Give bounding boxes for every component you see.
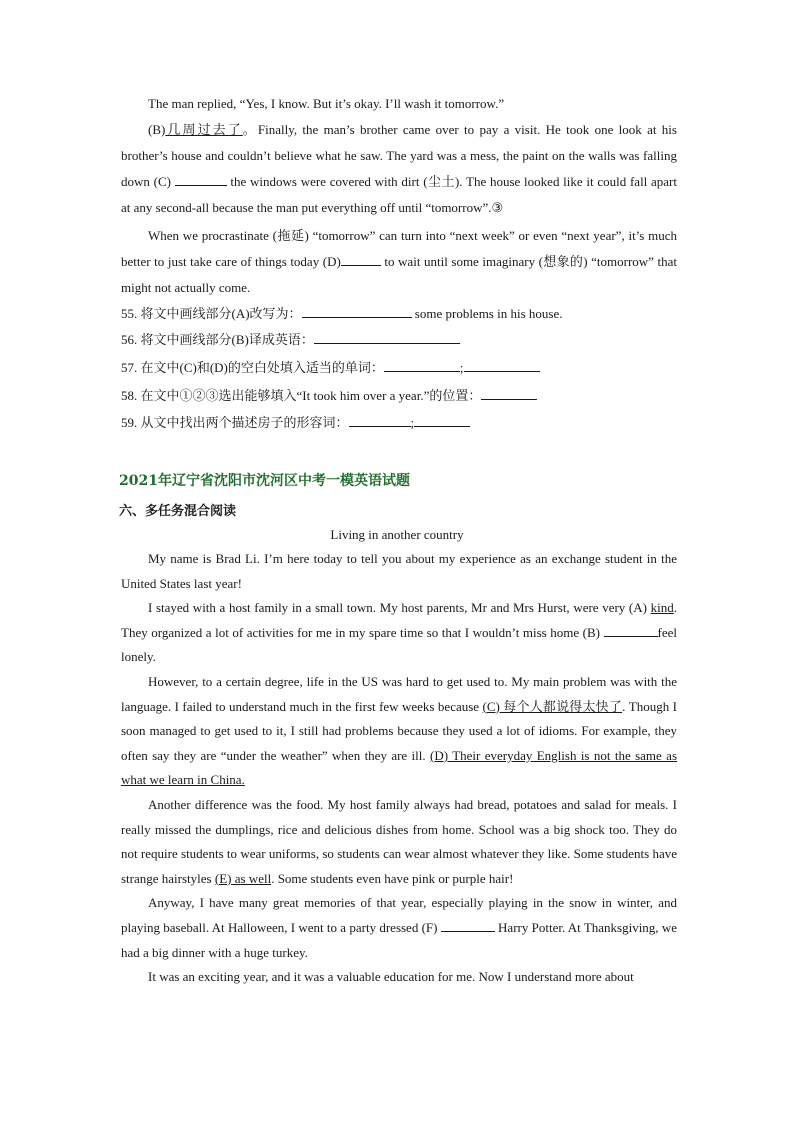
separator: ; — [410, 415, 415, 430]
article-paragraph-4 — [121, 793, 677, 891]
question-text: 从文中找出两个描述房子的形容词： — [140, 415, 349, 430]
passage-paragraph-1 — [121, 91, 677, 117]
question-number: 56. — [121, 332, 138, 347]
question-number: 58. — [121, 388, 138, 403]
paragraph-text: It was an exciting year, and it was a valuable education for me. Now I understand more about — [148, 969, 634, 985]
question-text-after: some problems in his house. — [411, 306, 563, 321]
paragraph-text: . Though I soon managed to get used to it, I still had problems because they used a lot of idioms. For example, they often say they are “under the weather” when they are ill. — [121, 698, 677, 763]
question-text: 将文中画线部分(A)改写为： — [140, 306, 302, 321]
paragraph-text: the windows were covered with dirt (尘土). The house looked like it could fall apart at any second-all because the man put everything off until “tomorrow”.③ — [121, 174, 678, 215]
answer-blank[interactable] — [302, 303, 412, 318]
underlined-word-a: kind — [650, 600, 674, 616]
article-paragraph-2 — [121, 596, 677, 670]
separator: ; — [459, 360, 464, 375]
blank-c[interactable] — [175, 171, 227, 186]
blank-b[interactable] — [604, 622, 658, 637]
section-heading: 六、多任务混合阅读 — [119, 504, 237, 519]
answer-blank-d[interactable] — [464, 357, 540, 372]
paragraph-text: I stayed with a host family in a small town. My host parents, Mr and Mrs Hurst, were very (A) — [148, 600, 651, 616]
answer-blank-c[interactable] — [384, 357, 460, 372]
question-number: 59. — [121, 415, 138, 430]
question-number: 55. — [121, 306, 138, 321]
answer-blank[interactable] — [314, 329, 460, 344]
article-paragraph-5 — [121, 891, 677, 965]
paragraph-text: When we procrastinate (拖延) “tomorrow” can turn into “next week” or even “next year”, it’s much better to just take care of things today (D) — [121, 228, 677, 269]
blank-d[interactable] — [341, 251, 381, 266]
exam-heading: 2021年辽宁省沈阳市沈河区中考一模英语试题 — [119, 473, 410, 489]
question-56 — [121, 327, 460, 353]
paragraph-text: Another difference was the food. My host family always had bread, potatoes and salad for meals. I really missed the dumplings, rice and delicious dishes from home. School was a big shock too. They do not require students to wear uniforms, so students can wear almost whatever they like. Some students have strange hairstyles — [121, 796, 677, 886]
answer-blank-2[interactable] — [414, 412, 470, 427]
underlined-part-c: (C) 每个人都说得太快了 — [482, 698, 623, 714]
blank-f[interactable] — [441, 917, 495, 932]
paragraph-text: . Some students even have pink or purple hair! — [271, 870, 514, 886]
article-paragraph-6 — [121, 965, 677, 990]
question-number: 57. — [121, 360, 138, 375]
article-body — [121, 547, 677, 990]
paragraph-text: to wait until some imaginary (想象的) “tomorrow” that might not actually come. — [121, 254, 677, 295]
paragraph-text: Anyway, I have many great memories of that year, especially playing in the snow in winter, and playing baseball. At Halloween, I went to a party dressed (F) — [121, 895, 677, 935]
paragraph-text: My name is Brad Li. I’m here today to tell you about my experience as an exchange student in the United States last year! — [121, 551, 677, 591]
paragraph-text: . They organized a lot of activities for me in my spare time so that I wouldn’t miss home (B) — [121, 600, 677, 640]
paragraph-text: However, to a certain degree, life in the US was hard to get used to. My main problem was with the language. I failed to understand much in the first few weeks because — [121, 673, 677, 714]
label-b: (B) — [148, 122, 166, 137]
passage-paragraph-3 — [121, 223, 677, 301]
paragraph-text: 。Finally, the man’s brother came over to pay a visit. He took one look at his brother’s house and couldn’t believe what he saw. The yard was a mess, the paint on the walls was falling down (C) — [121, 122, 677, 189]
paragraph-text: feel lonely. — [121, 624, 677, 665]
article-title: Living in another country — [330, 527, 464, 542]
paragraph-text: Harry Potter. At Thanksgiving, we had a big dinner with a huge turkey. — [121, 919, 677, 960]
question-text: 在文中①②③选出能够填入“It took him over a year.”的位置： — [140, 388, 482, 403]
question-59 — [121, 410, 470, 436]
question-text: 在文中(C)和(D)的空白处填入适当的单词： — [140, 360, 384, 375]
underlined-part-b: 几周过去了 — [165, 122, 243, 137]
paragraph-text: The man replied, “Yes, I know. But it’s okay. I’ll wash it tomorrow.” — [148, 96, 505, 111]
question-57 — [121, 355, 540, 381]
answer-blank[interactable] — [481, 385, 537, 400]
question-55 — [121, 301, 562, 327]
question-58 — [121, 383, 537, 409]
passage-paragraph-2 — [121, 117, 677, 221]
article-paragraph-1 — [121, 547, 677, 596]
answer-blank-1[interactable] — [349, 412, 411, 427]
underlined-part-d: (D) Their everyday English is not the same as what we learn in China. — [121, 747, 678, 788]
underlined-part-e: (E) as well — [214, 870, 272, 886]
article-paragraph-3 — [121, 670, 677, 793]
question-text: 将文中画线部分(B)译成英语： — [140, 332, 314, 347]
